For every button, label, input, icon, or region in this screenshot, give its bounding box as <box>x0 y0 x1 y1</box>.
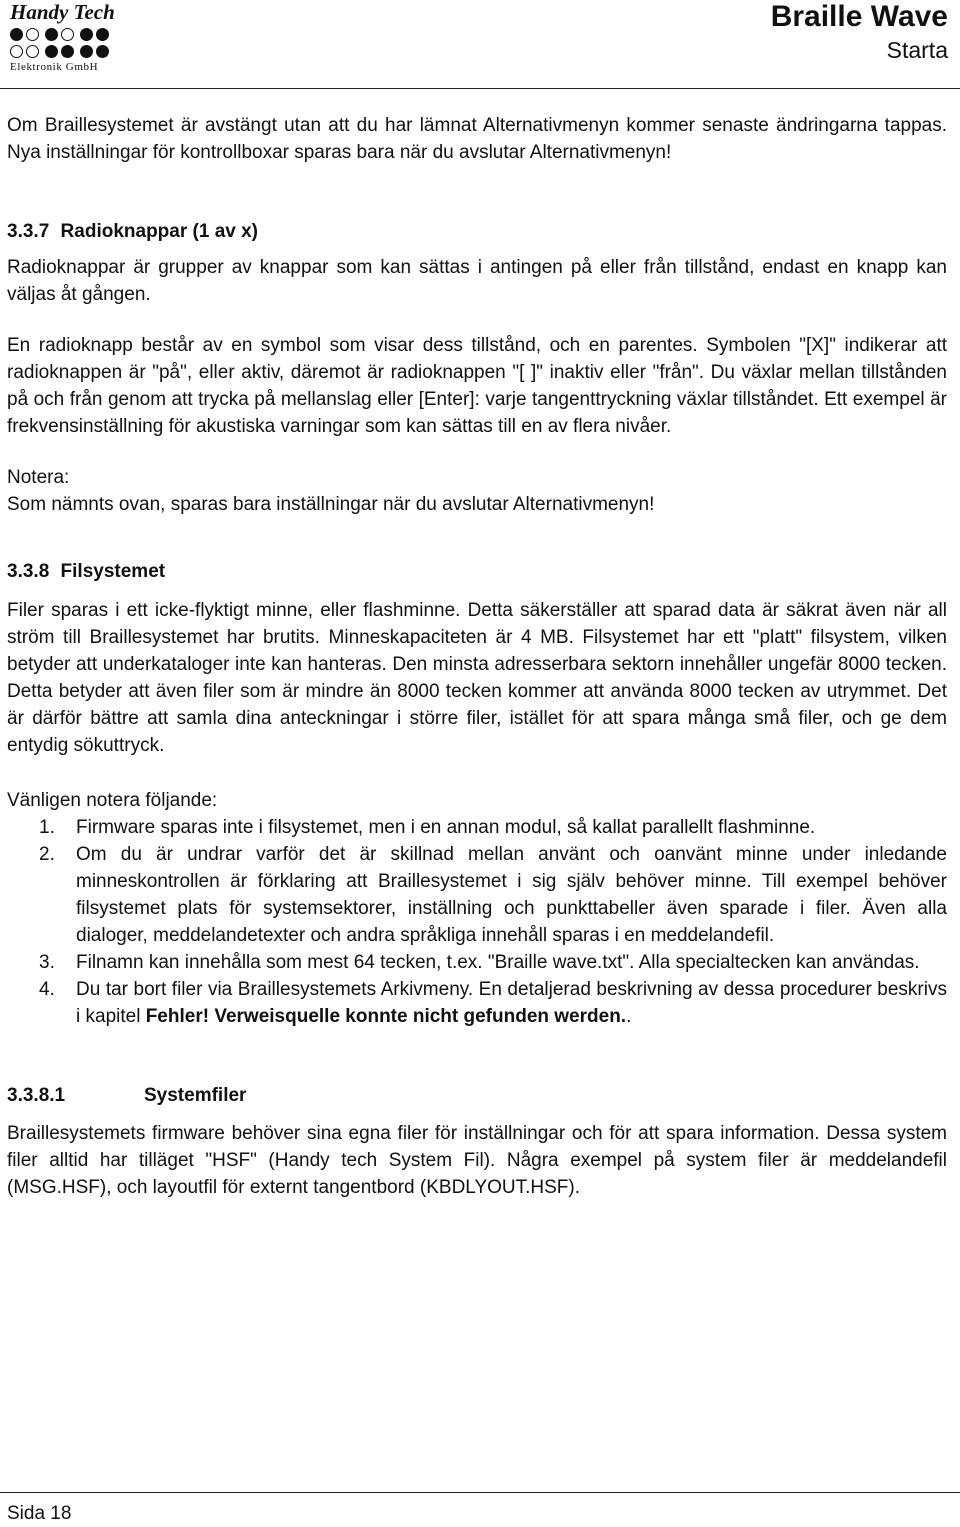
notes-list <box>7 814 947 1030</box>
header-divider <box>0 88 960 89</box>
list-item: 2. Om du är undrar varför det är skillnad mellan använt och oanvänt minne under inledande minneskontrollen är förklaring att Braillesystemet i sig själv behöver minne. Till exempel behöver filsystemet plats för systemsektorer, inställning och punkttabeller även sparade i filer. Även alla dialoger, meddelandetexter och andra språkliga innehåll sparas i en meddelandefil. <box>39 844 947 946</box>
list-item: 3. Filnamn kan innehålla som mest 64 tecken, t.ex. "Braille wave.txt". Alla specialtecken kan användas. <box>39 952 920 973</box>
section-number: 3.3.8.1 <box>7 1085 66 1106</box>
section-number: 3.3.8 <box>7 561 50 582</box>
page-header <box>0 0 960 92</box>
broken-reference-text: Fehler! Verweisquelle konnte nicht gefunden werden. <box>145 1006 627 1027</box>
section-heading-3-3-8-1 <box>7 1082 947 1109</box>
paragraph-intro: Om Braillesystemet är avstängt utan att du har lämnat Alternativmenyn kommer senaste ändringarna tappas. Nya inställningar för kontrollboxar sparas bara när du avslutar Alternativmenyn! <box>7 115 947 163</box>
paragraph-radio-1: Radioknappar är grupper av knappar som kan sättas i antingen på eller från tillstånd, endast en knapp kan väljas åt gången. <box>7 257 947 305</box>
paragraph-system-files: Braillesystemets firmware behöver sina egna filer för inställningar och för att spara information. Dessa system filer alltid har tilläget "HSF" (Handy tech System Fil). Några exempel på system filer är meddelandefil (MSG.HSF), och layoutfil för externt tangentbord (KBDLYOUT.HSF). <box>7 1123 947 1198</box>
list-intro: Vänligen notera följande: <box>7 790 218 811</box>
footer-divider <box>0 1492 960 1493</box>
section-title: Filsystemet <box>60 561 166 582</box>
list-item: 1. Firmware sparas inte i filsystemet, men i en annan modul, så kallat parallellt flashminne. <box>39 817 816 838</box>
paragraph-radio-2: En radioknapp består av en symbol som visar dess tillstånd, och en parentes. Symbolen "[X]" indikerar att radioknappen är "på", eller aktiv, däremot är radioknappen "[ ]" inaktiv eller "från". Du växlar mellan tillstånden på och från genom att trycka på mellanslag eller [Enter]: varje tangenttryckning växlar tillståndet. Ett exempel är frekvensinställning för akustiska varningar som kan sättas till en av flera nivåer. <box>7 335 947 437</box>
note-text: Som nämnts ovan, sparas bara inställningar när du avslutar Alternativmenyn! <box>7 494 655 515</box>
document-title: Braille Wave <box>770 0 948 33</box>
section-title: Systemfiler <box>144 1085 247 1106</box>
page-number: Sida 18 <box>7 1503 72 1524</box>
section-heading-3-3-7 <box>7 218 947 245</box>
note-label: Notera: <box>7 467 70 488</box>
section-heading-3-3-8 <box>7 558 947 585</box>
list-item: 4. Du tar bort filer via Braillesystemets Arkivmeny. En detaljerad beskrivning av dessa procedurer beskrivs i kapitel Fehler! Verweisquelle konnte nicht gefunden werden.. <box>39 979 947 1027</box>
paragraph-filesystem: Filer sparas i ett icke-flyktigt minne, eller flashminne. Detta säkerställer att sparad data är säkrat även när all ström till Braillesystemet har brutits. Minneskapaciteten är 4 MB. Filsystemet har ett "platt" filsystem, vilken betyder att underkataloger inte kan hanteras. Den minsta adresserbara sektorn innehåller ungefär 8000 tecken. Detta betyder att även filer som är mindre än 8000 tecken kommer att använda 8000 tecken av utrymmet. Det är därför bättre att samla dina anteckningar i större filer, istället för att spara många små filer, och ge dem entydig sökuttryck. <box>7 600 947 756</box>
section-title: Radioknappar (1 av x) <box>60 221 258 242</box>
logo-brand-name: Handy Tech <box>10 0 115 24</box>
section-number: 3.3.7 <box>7 221 50 242</box>
braille-dots-logo-icon <box>10 28 140 58</box>
logo-subtitle: Elektronik GmbH <box>10 61 99 73</box>
handy-tech-logo <box>10 0 140 73</box>
page-content <box>7 112 947 1201</box>
chapter-name: Starta <box>886 37 948 63</box>
